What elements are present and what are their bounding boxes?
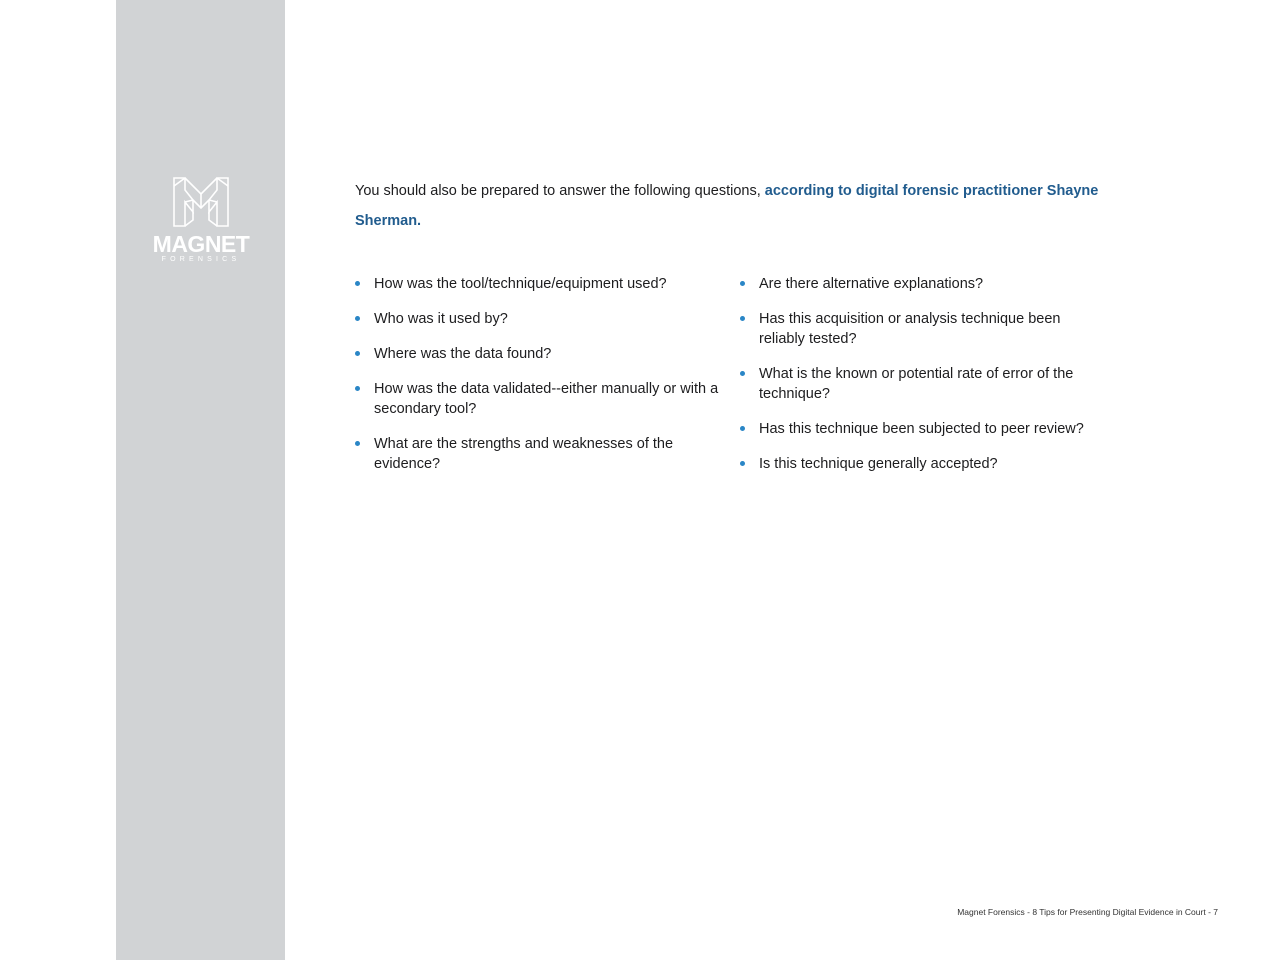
page-footer: Magnet Forensics - 8 Tips for Presenting Digital Evidence in Court - 7: [957, 907, 1218, 917]
question-list-right: [740, 274, 1090, 489]
intro-paragraph: [355, 176, 1115, 236]
list-item: Who was it used by?: [355, 309, 723, 329]
bullet-icon: [740, 426, 745, 431]
bullet-icon: [355, 351, 360, 356]
list-item: Where was the data found?: [355, 344, 723, 364]
intro-block: [355, 176, 1115, 236]
bullet-icon: [740, 281, 745, 286]
bullet-icon: [355, 316, 360, 321]
list-item: Is this technique generally accepted?: [740, 454, 1090, 474]
bullet-icon: [355, 386, 360, 391]
list-item: How was the data validated--either manually or with a secondary tool?: [355, 379, 723, 419]
magnet-logo-icon: [171, 174, 231, 230]
bullet-icon: [740, 461, 745, 466]
bullet-icon: [355, 441, 360, 446]
bullet-icon: [740, 371, 745, 376]
list-item: Has this acquisition or analysis technique been reliably tested?: [740, 309, 1090, 349]
list-item: What are the strengths and weaknesses of the evidence?: [355, 434, 723, 474]
magnet-forensics-logo: [151, 174, 251, 266]
question-list-left: [355, 274, 723, 489]
list-item: Has this technique been subjected to peer review?: [740, 419, 1090, 439]
sidebar-band: [116, 0, 285, 960]
logo-submark: FORENSICS: [161, 256, 241, 263]
list-item: Are there alternative explanations?: [740, 274, 1090, 294]
logo-wordmark: MAGNET: [152, 231, 250, 257]
bullet-icon: [740, 316, 745, 321]
intro-highlight: according to digital forensic practitioner Shayne Sherman.: [355, 183, 1099, 229]
list-item: What is the known or potential rate of error of the technique?: [740, 364, 1090, 404]
bullet-icon: [355, 281, 360, 286]
list-item: How was the tool/technique/equipment used?: [355, 274, 723, 294]
intro-text: You should also be prepared to answer the following questions,: [355, 183, 765, 199]
